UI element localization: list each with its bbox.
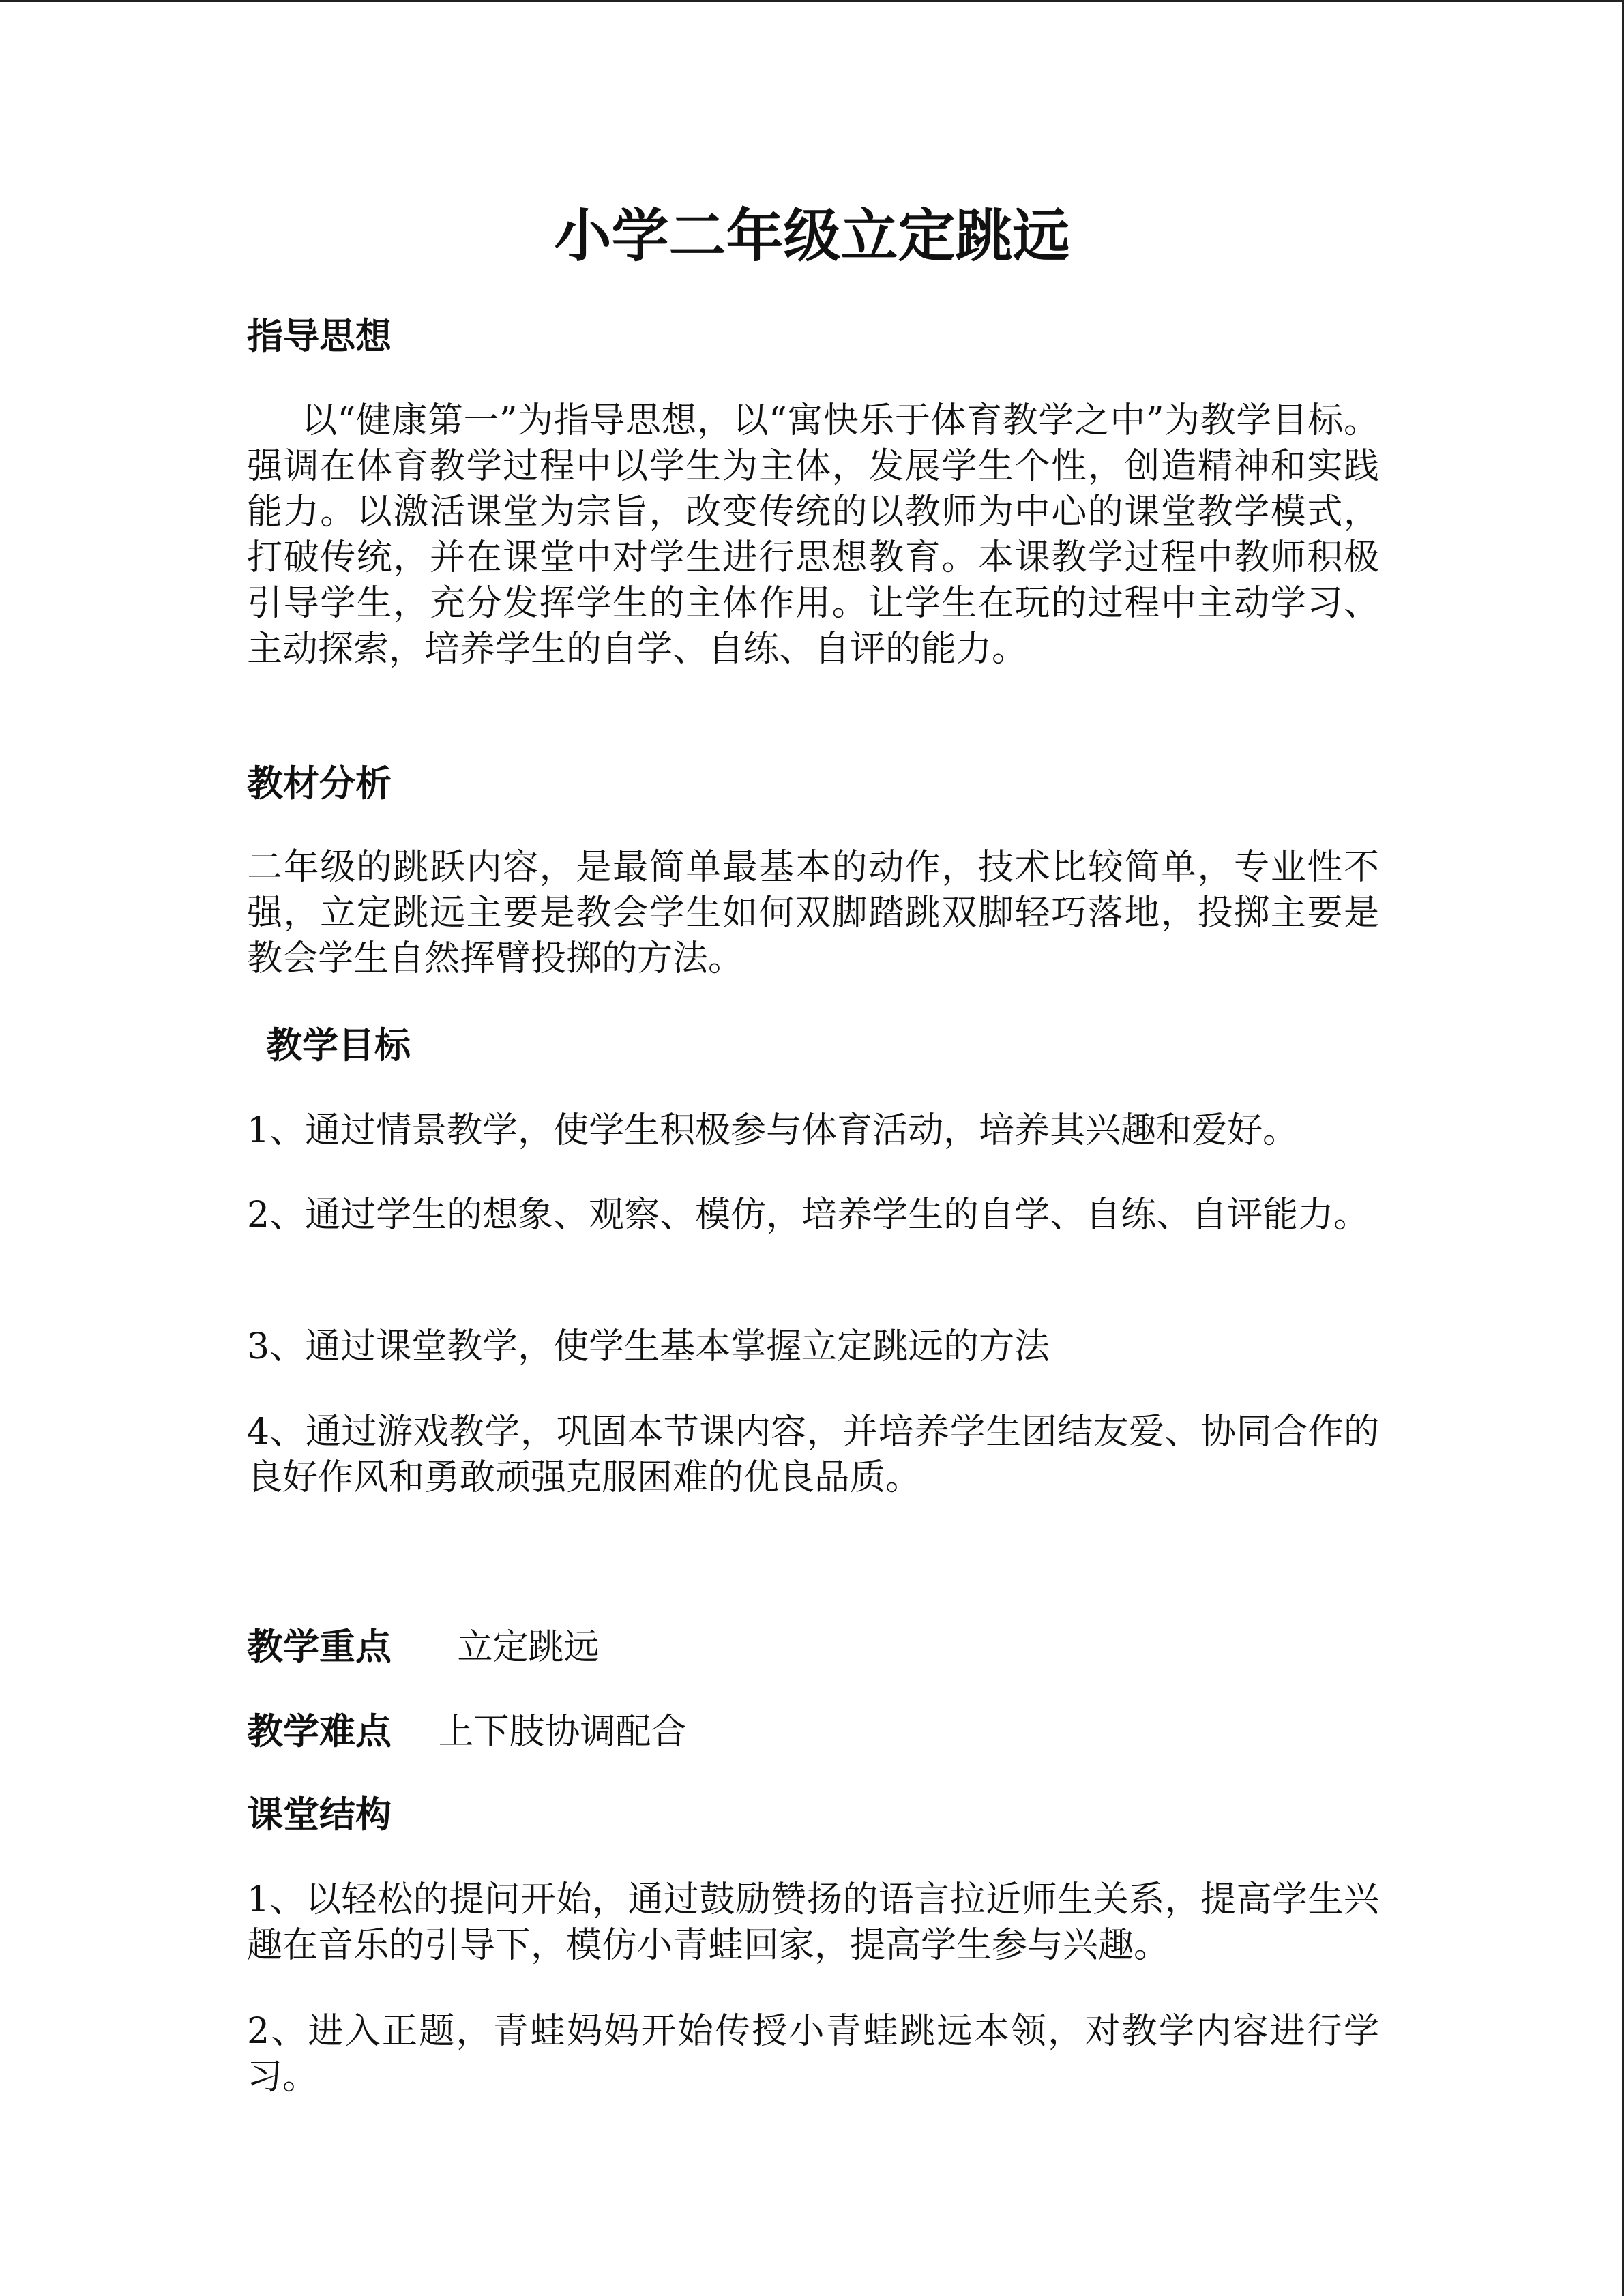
goal-item: 1、通过情景教学，使学生积极参与体育活动，培养其兴趣和爱好。 <box>247 1110 1299 1151</box>
difficulty-label: 教学难点 <box>247 1711 392 1753</box>
structure-item: 1、以轻松的提问开始，通过鼓励赞扬的语言拉近师生关系，提高学生兴趣在音乐的引导下，模仿小青蛙回家，提高学生参与兴趣。 <box>247 1879 1379 1966</box>
structure-item: 2、进入正题，青蛙妈妈开始传授小青蛙跳远本领，对教学内容进行学习。 <box>247 2011 1379 2098</box>
difficulty-row <box>247 1708 687 1756</box>
heading-material-analysis: 教材分析 <box>247 763 392 805</box>
document-title: 小学二年级立定跳远 <box>554 203 1070 269</box>
paragraph-material-analysis: 二年级的跳跃内容，是最简单最基本的动作，技术比较简单，专业性不强，立定跳远主要是教会学生如何双脚踏跳双脚轻巧落地，投掷主要是教会学生自然挥臂投掷的方法。 <box>247 847 1379 979</box>
heading-teaching-goals: 教学目标 <box>266 1025 411 1067</box>
goal-item: 2、通过学生的想象、观察、模仿，培养学生的自学、自练、自评能力。 <box>247 1195 1370 1236</box>
heading-guiding-thought: 指导思想 <box>247 316 392 357</box>
heading-class-structure: 课堂结构 <box>247 1794 392 1836</box>
goal-item: 4、通过游戏教学，巩固本节课内容，并培养学生团结友爱、协同合作的良好作风和勇敢顽强克服困难的优良品质。 <box>247 1412 1379 1498</box>
goal-item: 3、通过课堂教学，使学生基本掌握立定跳远的方法 <box>247 1326 1050 1367</box>
key-point-label: 教学重点 <box>247 1626 392 1668</box>
paragraph-guiding-thought: 以“健康第一”为指导思想，以“寓快乐于体育教学之中”为教学目标。强调在体育教学过程中以学生为主体，发展学生个性，创造精神和实践能力。以激活课堂为宗旨，改变传统的以教师为中心的课堂教学模式，打破传统，并在课堂中对学生进行思想教育。本课教学过程中教师积极引导学生，充分发挥学生的主体作用。让学生在玩的过程中主动学习、主动探索，培养学生的自学、自练、自评的能力。 <box>247 400 1379 670</box>
difficulty-value: 上下肢协调配合 <box>438 1712 687 1753</box>
key-point-row <box>247 1624 600 1671</box>
key-point-value: 立定跳远 <box>457 1627 600 1668</box>
